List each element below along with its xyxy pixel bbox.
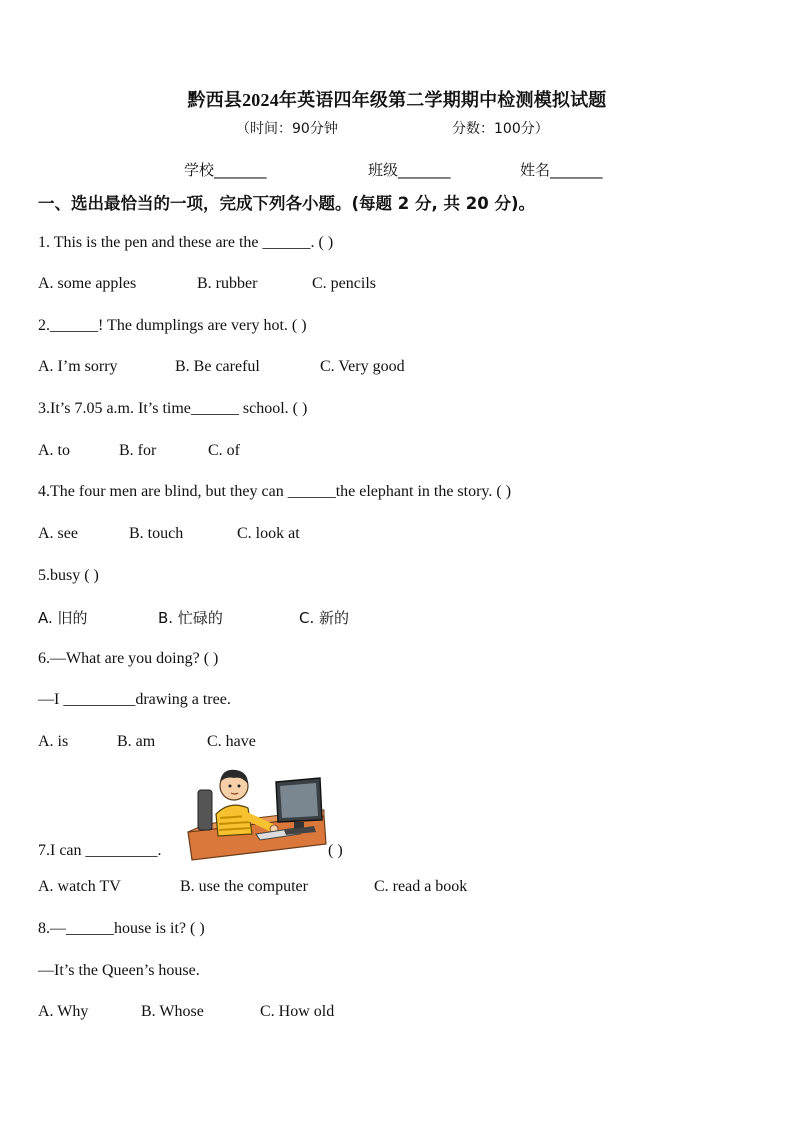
question-1-stem: 1. This is the pen and these are the ______. ( ) [38, 234, 334, 251]
question-8-option-b: B. Whose [141, 1003, 204, 1020]
exam-score: 分数：100分） [452, 121, 549, 137]
question-2-stem: 2.______! The dumplings are very hot. ( ) [38, 317, 307, 334]
question-6-answer-line: —I _________drawing a tree. [38, 691, 231, 708]
question-5-stem: 5.busy ( ) [38, 567, 99, 584]
question-6-stem: 6.—What are you doing? ( ) [38, 650, 219, 667]
question-7-option-b: B. use the computer [180, 878, 308, 895]
question-1-option-b: B. rubber [197, 275, 258, 292]
question-2-option-c: C. Very good [320, 358, 405, 375]
question-4-stem: 4.The four men are blind, but they can ______the elephant in the story. ( ) [38, 483, 512, 500]
question-8-answer-line: —It’s the Queen’s house. [38, 962, 200, 979]
question-7-answer-bracket: ( ) [328, 842, 343, 859]
question-7-option-a: A. watch TV [38, 878, 121, 895]
question-1-option-a: A. some apples [38, 275, 137, 292]
question-6-option-c: C. have [207, 733, 256, 750]
question-5-option-c: C. 新的 [299, 609, 350, 627]
question-8-option-c: C. How old [260, 1003, 335, 1020]
question-3-stem: 3.It’s 7.05 a.m. It’s time______ school. ( ) [38, 400, 308, 417]
question-6-option-a: A. is [38, 733, 69, 750]
question-7-option-c: C. read a book [374, 878, 468, 895]
class-field: 班级_______ [368, 161, 451, 179]
question-5-option-b: B. 忙碌的 [158, 609, 223, 627]
question-7-stem: 7.I can _________. [38, 842, 162, 859]
question-8-option-a: A. Why [38, 1003, 89, 1020]
question-8-stem: 8.—______house is it? ( ) [38, 920, 205, 937]
question-2-option-a: A. I’m sorry [38, 358, 118, 375]
section-heading: 一、选出最恰当的一项，完成下列各小题。(每题 2 分, 共 20 分)。 [38, 194, 536, 213]
question-5-option-a: A. 旧的 [38, 609, 88, 627]
question-3-option-b: B. for [119, 442, 157, 459]
question-4-option-c: C. look at [237, 525, 300, 542]
exam-time: （时间：90分钟 [236, 121, 338, 137]
boy-using-computer-illustration [186, 764, 330, 862]
question-3-option-c: C. of [208, 442, 240, 459]
question-4-option-b: B. touch [129, 525, 184, 542]
question-3-option-a: A. to [38, 442, 70, 459]
question-2-option-b: B. Be careful [175, 358, 260, 375]
name-field: 姓名_______ [520, 161, 603, 179]
question-1-option-c: C. pencils [312, 275, 376, 292]
school-field: 学校_______ [184, 161, 267, 179]
question-6-option-b: B. am [117, 733, 156, 750]
question-4-option-a: A. see [38, 525, 78, 542]
page-title: 黔西县2024年英语四年级第二学期期中检测模拟试题 [187, 90, 607, 110]
